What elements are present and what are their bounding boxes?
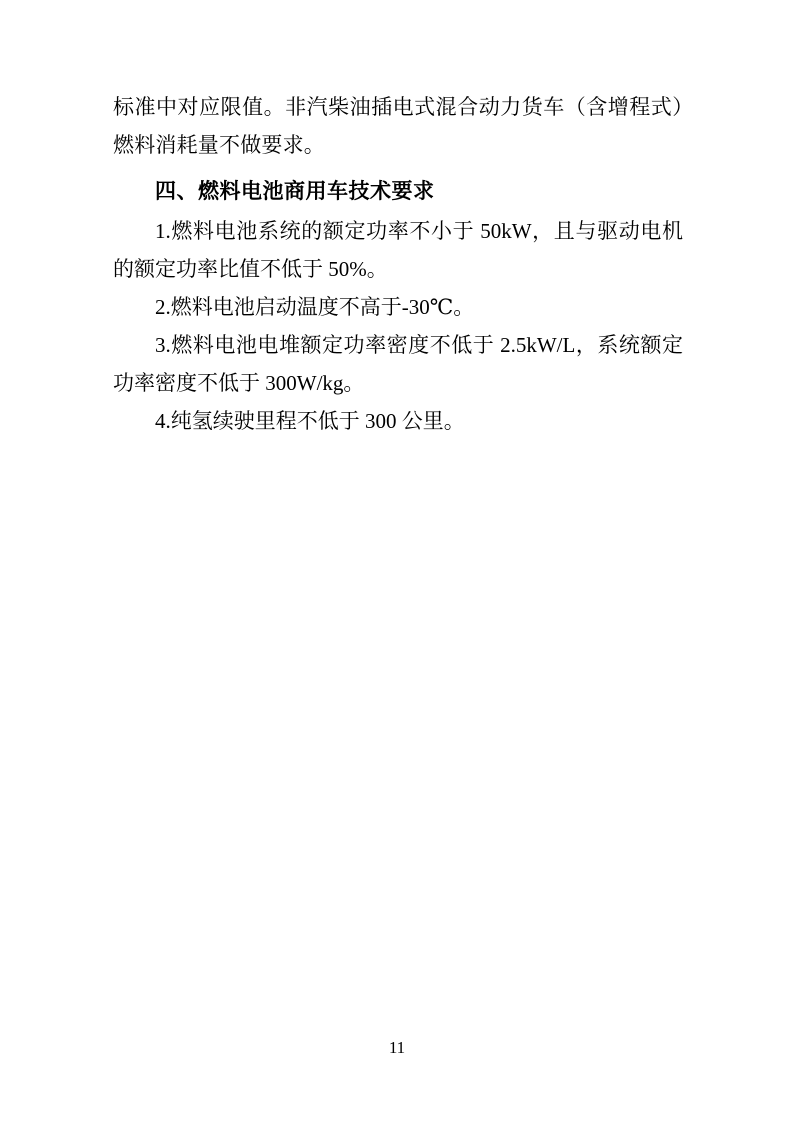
- list-item: 1.燃料电池系统的额定功率不小于 50kW，且与驱动电机的额定功率比值不低于 50%。: [113, 219, 683, 281]
- list-item: 4.纯氢续驶里程不低于 300 公里。: [155, 409, 465, 433]
- page-content: [113, 88, 683, 440]
- section-heading: 四、燃料电池商用车技术要求: [155, 179, 435, 203]
- list-item: 3.燃料电池电堆额定功率密度不低于 2.5kW/L，系统额定功率密度不低于 300W/kg。: [113, 333, 683, 395]
- paragraph-continuation: 标准中对应限值。非汽柴油插电式混合动力货车（含增程式）燃料消耗量不做要求。: [113, 95, 683, 157]
- list-item: 2.燃料电池启动温度不高于-30℃。: [155, 295, 475, 319]
- page-number: 11: [388, 1038, 406, 1057]
